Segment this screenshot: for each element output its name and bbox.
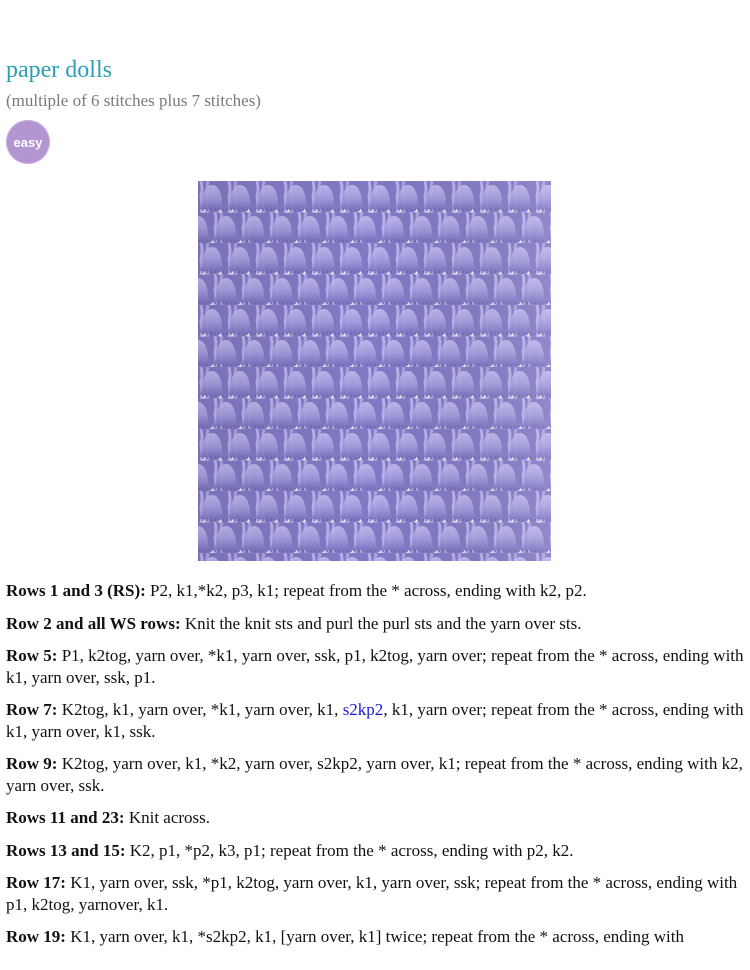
row-label: Row 7: [6,700,58,719]
row-instruction [6,645,746,688]
row-instruction [6,926,746,948]
row-label: Row 2 and all WS rows: [6,613,181,633]
row-instruction [6,699,746,742]
row-text: P1, k2tog, yarn over, *k1, yarn over, ssk, p1, k2tog, yarn over; repeat from the * across, ending with k1, yarn over, ssk, p1. [6,646,744,687]
row-instruction [6,807,746,829]
row-label: Row 5: [6,646,58,665]
row-label: Rows 1 and 3 (RS): [6,581,146,600]
row-label: Row 9: [6,754,58,773]
pattern-instructions [6,580,746,959]
row-text: K1, yarn over, ssk, *p1, k2tog, yarn over, k1, yarn over, ssk; repeat from the * across, ending with p1, k2tog, yarnover, k1. [6,873,738,914]
row-label: Row 17: [6,873,66,892]
knit-swatch-photo [198,181,551,561]
pattern-title: paper dolls [6,57,112,83]
row-text: P2, k1,*k2, p3, k1; repeat from the * across, ending with k2, p2. [145,581,587,600]
row-label: Rows 11 and 23: [6,808,125,827]
row-instruction [6,840,746,862]
row-text: K1, yarn over, k1, *s2kp2, k1, [yarn over, k1] twice; repeat from the * across, ending with [65,927,684,946]
row-text: K2tog, k1, yarn over, *k1, yarn over, k1, [57,700,343,719]
stitch-multiple-note: (multiple of 6 stitches plus 7 stitches) [6,91,261,110]
row-instruction [6,613,746,635]
row-text: K2, p1, *p2, k3, p1; repeat from the * across, ending with p2, k2. [125,840,574,860]
row-instruction [6,872,746,915]
row-text: K2tog, yarn over, k1, *k2, yarn over, s2kp2, yarn over, k1; repeat from the * across, ending with k2, yarn over, ssk. [6,754,743,795]
row-text: Knit across. [124,808,211,827]
row-text: Knit the knit sts and purl the purl sts and the yarn over sts. [180,613,582,633]
row-label: Rows 13 and 15: [6,840,126,860]
row-instruction [6,753,746,796]
row-text: , k1, yarn over; repeat from the * across, ending with k1, yarn over, k1, ssk. [6,700,744,741]
difficulty-badge: easy [6,120,50,164]
row-instruction [6,580,746,602]
row-label: Row 19: [6,927,66,946]
s2kp2-link[interactable]: s2kp2 [342,700,384,719]
